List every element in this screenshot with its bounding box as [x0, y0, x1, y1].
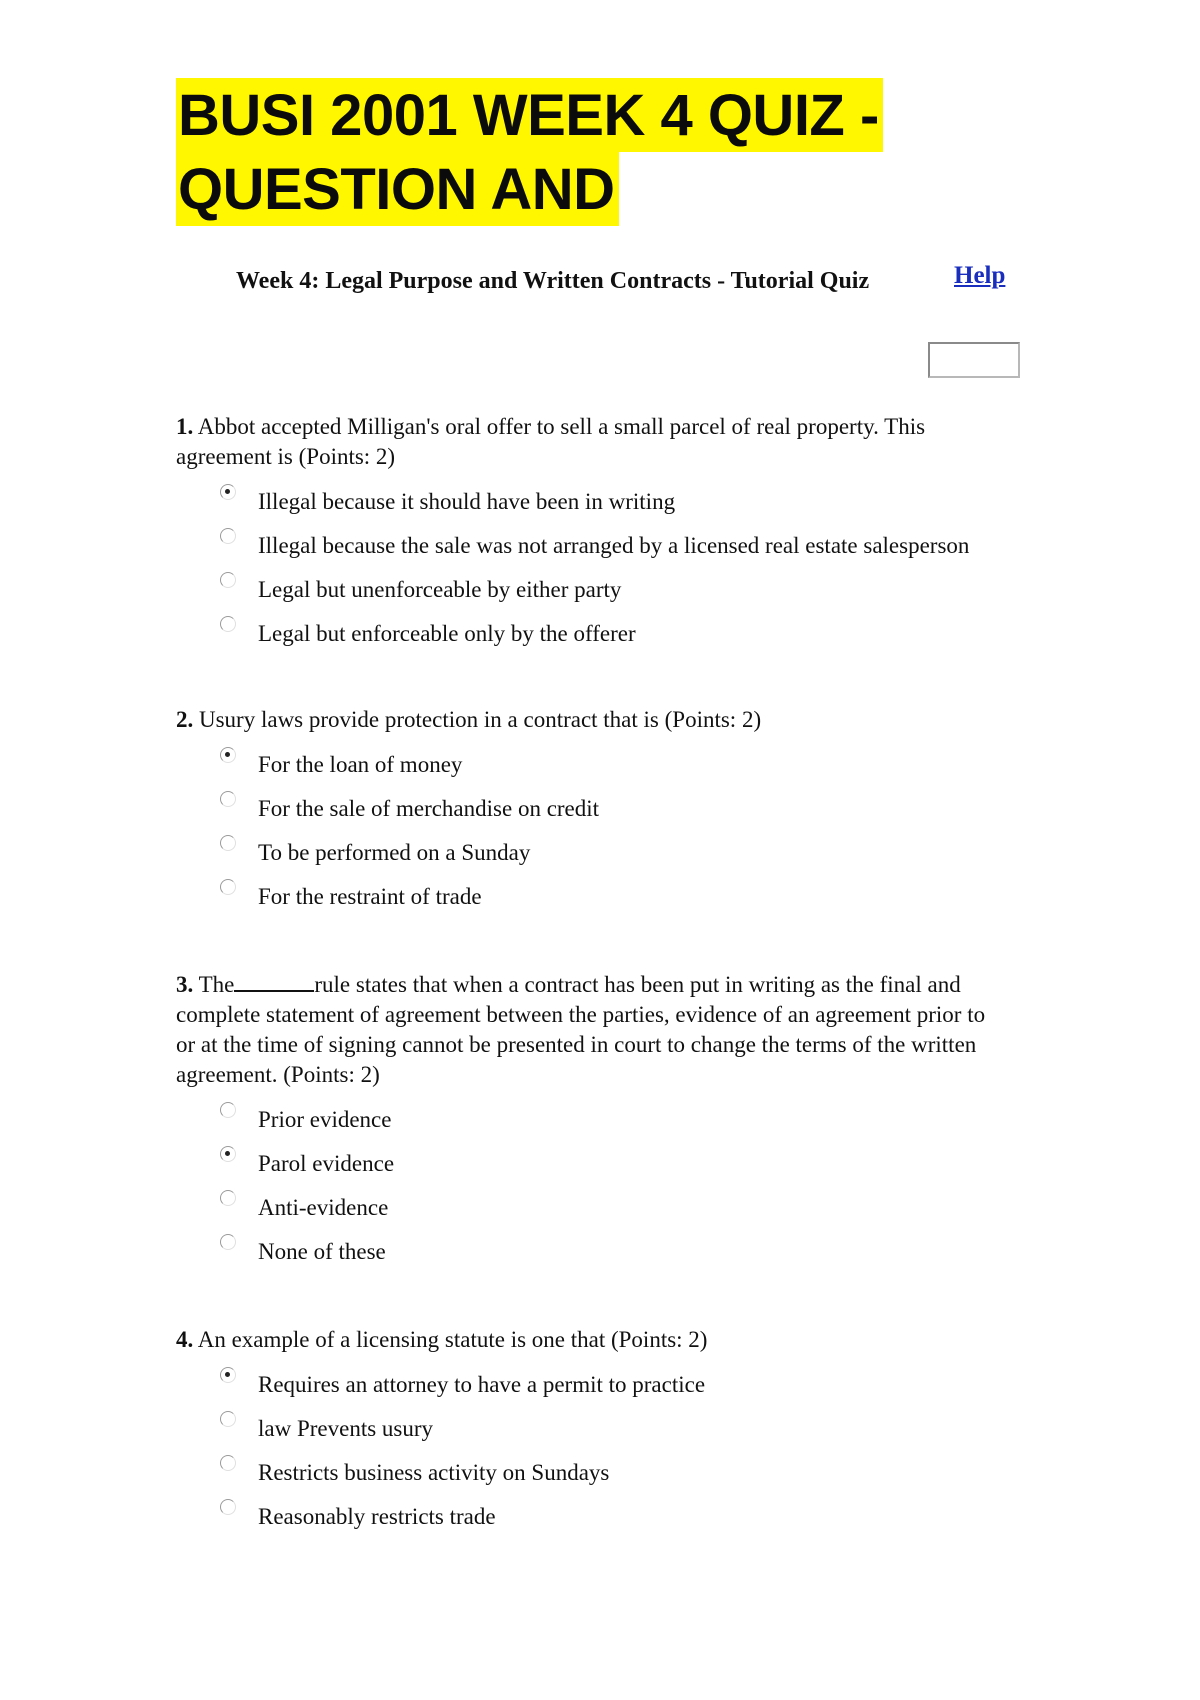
radio-button[interactable] [220, 1146, 236, 1162]
title-line-2: QUESTION AND [176, 152, 619, 226]
help-link[interactable]: Help [954, 262, 1006, 289]
radio-button[interactable] [220, 747, 236, 763]
answer-option[interactable] [176, 480, 996, 524]
answer-option[interactable] [176, 1407, 996, 1451]
answer-label: For the sale of merchandise on credit [258, 796, 600, 821]
radio-button[interactable] [220, 879, 236, 895]
radio-button[interactable] [220, 528, 236, 544]
answer-label: None of these [258, 1239, 386, 1264]
answer-option[interactable] [176, 831, 996, 875]
question-3 [176, 970, 996, 1274]
answer-option[interactable] [176, 1230, 996, 1274]
question-number: 4. [176, 1327, 194, 1352]
answer-label: Parol evidence [258, 1151, 395, 1176]
radio-button[interactable] [220, 1367, 236, 1383]
question-text: An example of a licensing statute is one that (Points: 2) [197, 1327, 708, 1352]
question-number: 2. [176, 707, 194, 732]
answer-option[interactable] [176, 1363, 996, 1407]
answer-label: For the loan of money [258, 752, 463, 777]
radio-button[interactable] [220, 1234, 236, 1250]
answer-option[interactable] [176, 787, 996, 831]
answer-label: Reasonably restricts trade [258, 1504, 496, 1529]
radio-button[interactable] [220, 835, 236, 851]
radio-button[interactable] [220, 1499, 236, 1515]
question-text: Usury laws provide protection in a contract that is (Points: 2) [199, 707, 762, 732]
answer-option[interactable] [176, 875, 996, 919]
question-text: Abbot accepted Milligan's oral offer to sell a small parcel of real property. This agreement is (Points: 2) [176, 414, 926, 469]
document-title [176, 78, 936, 226]
question-text-before-blank: The [198, 972, 235, 997]
answer-option[interactable] [176, 1451, 996, 1495]
answer-label: For the restraint of trade [258, 884, 482, 909]
radio-button[interactable] [220, 1102, 236, 1118]
radio-button[interactable] [220, 572, 236, 588]
answer-label: Restricts business activity on Sundays [258, 1460, 610, 1485]
answer-option[interactable] [176, 612, 996, 656]
answer-label: law Prevents usury [258, 1416, 434, 1441]
radio-button[interactable] [220, 616, 236, 632]
question-2 [176, 705, 996, 919]
answer-label: Legal but enforceable only by the offerer [258, 621, 636, 646]
answer-options [176, 1363, 996, 1539]
answer-options [176, 743, 996, 919]
answer-label: To be performed on a Sunday [258, 840, 531, 865]
quiz-subtitle: Week 4: Legal Purpose and Written Contracts - Tutorial Quiz [236, 268, 870, 294]
answer-options [176, 480, 996, 656]
radio-button[interactable] [220, 484, 236, 500]
question-2-stem [176, 705, 996, 735]
question-3-stem [176, 970, 996, 1090]
answer-option[interactable] [176, 743, 996, 787]
answer-option[interactable] [176, 568, 996, 612]
answer-options [176, 1098, 996, 1274]
answer-option[interactable] [176, 1495, 996, 1539]
answer-label: Requires an attorney to have a permit to practice [258, 1372, 706, 1397]
answer-label: Illegal because the sale was not arranged by a licensed real estate salesperson [258, 533, 970, 558]
question-text-after-blank: rule states that when a contract has been put in writing as the final and complete statement of agreement between the parties, evidence of an agreement prior to or at the time of signing cannot be presented in court to change the terms of the written agreement. (Points: 2) [176, 972, 986, 1087]
title-line-1: BUSI 2001 WEEK 4 QUIZ - [176, 78, 883, 152]
question-number: 1. [176, 414, 194, 439]
answer-label: Legal but unenforceable by either party [258, 577, 622, 602]
question-4 [176, 1325, 996, 1539]
radio-button[interactable] [220, 791, 236, 807]
radio-button[interactable] [220, 1455, 236, 1471]
question-1-stem [176, 412, 996, 472]
timer-box [928, 342, 1020, 378]
question-number: 3. [176, 972, 194, 997]
radio-button[interactable] [220, 1190, 236, 1206]
answer-option[interactable] [176, 524, 996, 568]
question-1 [176, 412, 996, 656]
radio-button[interactable] [220, 1411, 236, 1427]
answer-label: Prior evidence [258, 1107, 392, 1132]
answer-option[interactable] [176, 1186, 996, 1230]
answer-label: Anti-evidence [258, 1195, 389, 1220]
answer-label: Illegal because it should have been in writing [258, 489, 676, 514]
answer-option[interactable] [176, 1098, 996, 1142]
question-4-stem [176, 1325, 996, 1355]
fill-in-blank [234, 970, 314, 992]
answer-option[interactable] [176, 1142, 996, 1186]
